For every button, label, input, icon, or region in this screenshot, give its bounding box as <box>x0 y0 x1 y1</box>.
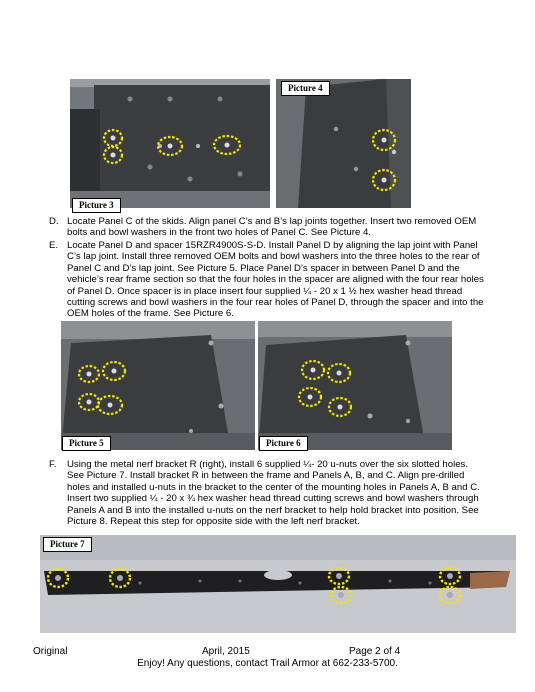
step-f-label: F. <box>49 459 57 470</box>
photo-picture-4 <box>276 79 411 208</box>
step-d-label: D. <box>49 216 59 227</box>
step-f-text: Using the metal nerf bracket R (right), install 6 supplied ¼- 20 u-nuts over the six slotted holes. See Picture 7. Install bracket R in between the frame and Panels A, B, and C. Align pre-drilled holes and installed u-nuts in the bracket to the center of the mounting holes in Panels A, B and C. Insert two supplied ¼ - 20 x ¾ hex washer head thread cutting screws and bowl washers through Panels A and B into the installed u-nuts on the nerf bracket to help hold bracket into position. See Picture 8. Repeat this step for opposite side with the left nerf bracket. <box>67 459 480 528</box>
footer-date: April, 2015 <box>202 646 250 657</box>
caption-picture-6: Picture 6 <box>259 436 308 451</box>
caption-picture-7: Picture 7 <box>43 537 92 552</box>
photo-picture-6 <box>258 321 452 450</box>
footer-page: Page 2 of 4 <box>349 646 401 657</box>
caption-picture-5: Picture 5 <box>62 436 111 451</box>
photo-picture-5 <box>61 321 255 450</box>
photo-picture-7 <box>40 535 516 633</box>
footer-contact: Enjoy! Any questions, contact Trail Armor at 662-233-5700. <box>137 658 398 669</box>
caption-picture-4: Picture 4 <box>281 81 330 96</box>
step-e-label: E. <box>49 240 59 251</box>
step-e-text: Locate Panel D and spacer 15RZR4900S-S-D. Install Panel D by aligning the lap joint with Panel C’s lap joint. Install three removed OEM bolts and bowl washers into the three holes to the rear of Panel C and D’s lap joint. See Picture 5. Place Panel D’s spacer in between Panel D and the vehicle’s rear frame section so that the four holes in the spacer are aligned with the four rear holes of Panel D. Once spacer is in place insert four supplied ¼ - 20 x 1 ½ hex washer head thread cutting screws and bowl washers in the four rear holes of Panel D, through the spacer and into the OEM holes of the frame. See Picture 6. <box>67 240 484 320</box>
photo-picture-3 <box>70 79 270 208</box>
caption-picture-3: Picture 3 <box>72 198 121 213</box>
step-d-text: Locate Panel C of the skids. Align panel C’s and B’s lap joints together. Insert two removed OEM bolts and bowl washers in the front two holes of Panel C. See Picture 4. <box>67 216 477 239</box>
footer-original: Original <box>33 646 68 657</box>
